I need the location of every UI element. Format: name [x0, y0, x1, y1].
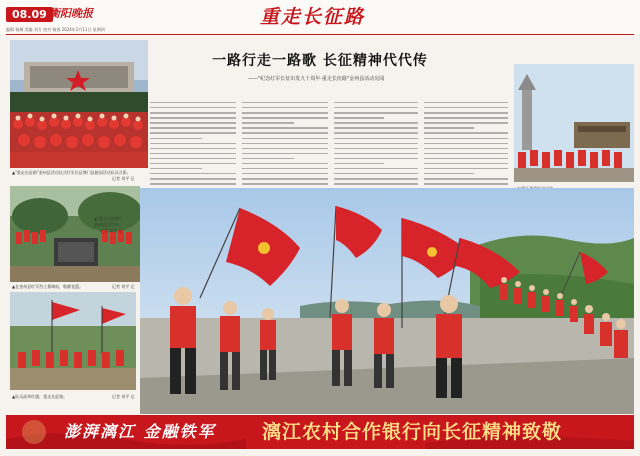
masthead	[0, 0, 640, 34]
photo2-credit: 记者 刘平 记	[100, 228, 123, 233]
edition-meta: 编辑 杨炯 美编 刘方 校对 杨逸 2024年1月11日 星期四	[6, 27, 105, 32]
photo-flag-march	[10, 292, 136, 390]
photo2-caption-b: 金州县活动中。	[94, 222, 122, 227]
photo-main-march	[140, 188, 634, 414]
photo1-credit: 记者 刘平 记	[112, 176, 135, 181]
page-number: 08.09	[6, 7, 53, 22]
paper-name: 衡阳晚报	[49, 7, 93, 20]
article-headline: 一路行走一路歌 长征精神代代传	[212, 53, 428, 69]
article-subhead: ——"纪念红军长征出发九十周年·重走长征路"金州县活动见闻	[248, 76, 385, 82]
photo-memorial-flag	[514, 64, 634, 182]
photo-monument-crowd	[10, 40, 148, 168]
photo3-credit: 记者 刘平 记	[112, 284, 135, 289]
column-title: 重走长征路	[260, 6, 366, 28]
banner-main-text: 漓江农村合作银行向长征精神致敬	[262, 421, 563, 443]
photo4-caption: ▲队员高举红旗，重走长征路。	[12, 394, 68, 399]
photo1-caption: ▲"重走长征路"金州县活动仪式红军长征博门县陵园活动队员合影。	[12, 170, 131, 175]
header-rule	[6, 34, 634, 35]
ad-banner	[6, 415, 634, 449]
photo2-caption: ▲"重走长征路"	[94, 216, 121, 221]
photo3-caption: ▲在金州县红军烈士墓碑前，敬献花篮。	[12, 284, 84, 289]
banner-slogan: 澎湃漓江 金融铁军	[64, 422, 216, 441]
photo-memorial-group	[10, 186, 140, 282]
photo4-credit: 记者 刘平 记	[112, 394, 135, 399]
